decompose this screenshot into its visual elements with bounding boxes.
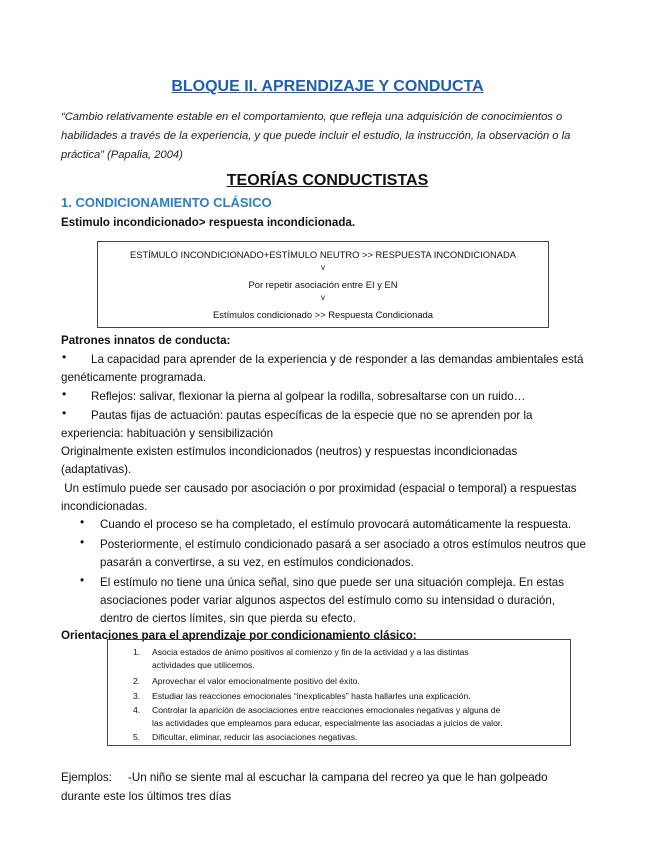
bullet-icon: •: [62, 406, 67, 420]
diagram-arrow-2: v: [321, 293, 325, 302]
definition-quote: “Cambio relativamente estable en el comportamiento, que refleja una adquisición de conocimientos o habilidades a través de la experiencia, y que puede incluir el estudio, la instrucción, la observación o la práctica” (Papalia, 2004): [61, 111, 571, 161]
bullet-icon: •: [62, 387, 67, 401]
orientation-number: 1.: [133, 647, 141, 657]
orientation-4-line1: Controlar la aparición de asociaciones entre reacciones emocionales negativas y alguna de: [152, 705, 501, 715]
bullet-icon: •: [62, 350, 67, 364]
process-item-1-line1: Cuando el proceso se ha completado, el estímulo provocará automáticamente la respuesta.: [100, 518, 572, 531]
stimulus-line: Estimulo incondicionado> respuesta incondicionada.: [61, 216, 356, 229]
conditioning-diagram-box: [97, 241, 549, 328]
examples-line2: durante este los últimos tres días: [61, 790, 232, 803]
bullet-icon: •: [80, 515, 85, 529]
orientation-4-line2: las actividades que empleamos para educar, especialmente las asociadas a juicios de valor.: [152, 718, 503, 728]
process-item-3-line1: El estímulo no tiene una única señal, sino que puede ser una situación compleja. En estas: [100, 576, 565, 589]
patterns-title: Patrones innatos de conducta:: [61, 334, 231, 347]
bullet-icon: •: [80, 535, 85, 549]
orientation-number: 5.: [133, 732, 141, 742]
pattern-item-2-line1: Reflejos: salivar, flexionar la pierna al golpear la rodilla, sobresaltarse con un ruido…: [91, 390, 526, 403]
process-item-3-line2: asociaciones poder variar algunos aspectos del estímulo como su intensidad o duración,: [100, 594, 555, 607]
orientation-1-line2: actividades que utilicemos.: [152, 660, 255, 670]
pattern-item-3-line1: Pautas fijas de actuación: pautas específicas de la especie que no se aprenden por la: [91, 409, 533, 422]
paragraph-2-line2: incondicionadas.: [61, 500, 148, 513]
section-title: TEORÍAS CONDUCTISTAS: [226, 172, 429, 189]
diagram-line-1: ESTÍMULO INCONDICIONADO+ESTÍMULO NEUTRO >> RESPUESTA INCONDICIONADA: [129, 249, 517, 260]
process-item-2-line1: Posteriormente, el estímulo condicionado pasará a ser asociado a otros estímulos neutros que: [100, 538, 586, 551]
orientation-1-line1: Asocia estados de ánimo positivos al comienzo y fin de la actividad y a las distintas: [152, 647, 469, 657]
examples-label: Ejemplos:: [61, 771, 112, 784]
subsection-title: 1. CONDICIONAMIENTO CLÁSICO: [61, 195, 272, 210]
bullet-icon: •: [80, 573, 85, 587]
orientation-number: 2.: [133, 676, 141, 686]
pattern-item-1-line1: La capacidad para aprender de la experiencia y de responder a las demandas ambientales está: [91, 353, 584, 366]
orientations-title: Orientaciones para el aprendizaje por condicionamiento clásico:: [61, 629, 417, 642]
orientation-number: 3.: [133, 691, 141, 701]
orientation-5-line1: Dificultar, eliminar, reducir las asociaciones negativas.: [152, 732, 358, 742]
examples-line1: -Un niño se siente mal al escuchar la campana del recreo ya que le han golpeado: [128, 771, 548, 784]
paragraph-1-line2: (adaptativas).: [61, 463, 132, 476]
pattern-item-3-line2: experiencia: habituación y sensibilización: [61, 427, 274, 440]
process-item-3-line3: dentro de ciertos límites, sin que pierda su efecto.: [100, 612, 356, 625]
orientation-number: 4.: [133, 705, 141, 715]
page-title: BLOQUE II. APRENDIZAJE Y CONDUCTA: [171, 78, 484, 95]
process-item-2-line2: pasarán a convertirse, a su vez, en estímulos condicionados.: [100, 556, 414, 569]
diagram-arrow-1: v: [321, 263, 325, 272]
paragraph-2-line1: Un estímulo puede ser causado por asociación o por proximidad (espacial o temporal) a respuestas: [61, 482, 577, 495]
orientations-box: [107, 639, 571, 746]
orientation-2-line1: Aprovechar el valor emocionalmente positivo del éxito.: [152, 676, 360, 686]
paragraph-1-line1: Originalmente existen estímulos incondicionados (neutros) y respuestas incondicionadas: [61, 445, 518, 458]
diagram-line-2: Por repetir asociación entre EI y EN: [248, 279, 398, 290]
pattern-item-1-line2: genéticamente programada.: [61, 371, 207, 384]
diagram-line-3: Estímulos condicionado >> Respuesta Condicionada: [213, 309, 433, 320]
orientation-3-line1: Estudiar las reacciones emocionales “inexplicables” hasta hallarles una explicación.: [152, 691, 471, 701]
